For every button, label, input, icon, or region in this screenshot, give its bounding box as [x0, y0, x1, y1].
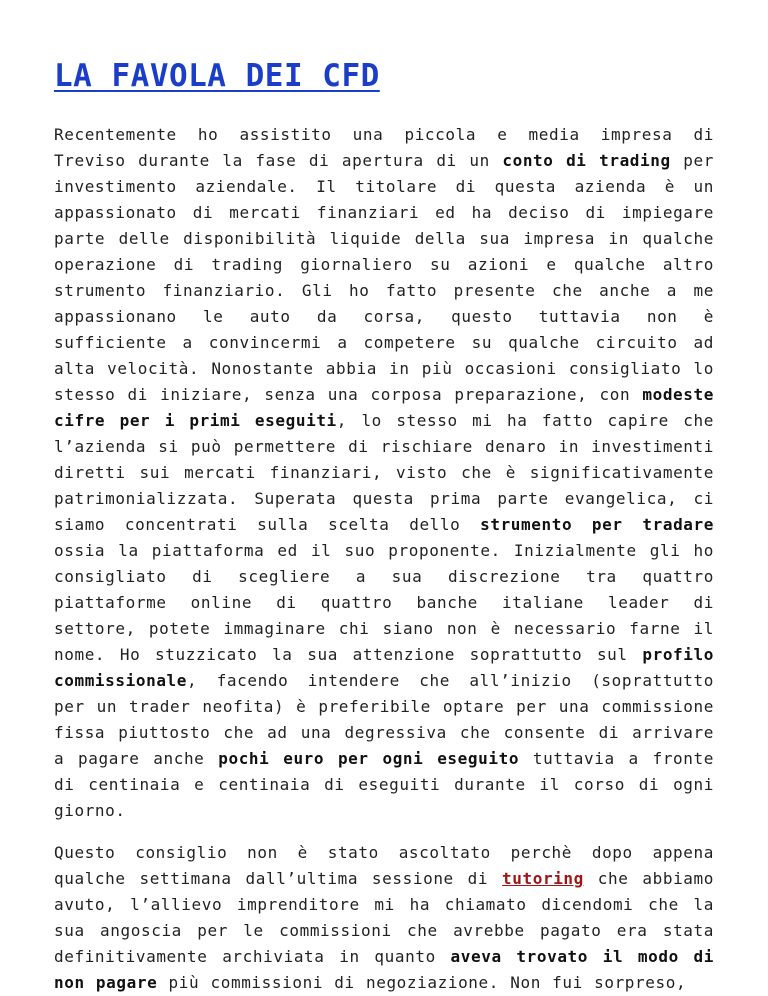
tutoring-link[interactable]: tutoring	[502, 869, 584, 888]
paragraph-1	[54, 122, 714, 824]
p2-text-2: che abbiamo avuto, l’allievo imprenditore mi ha chiamato dicendomi che la sua angoscia per le commissioni che avrebbe pagato era stata definitivamente archiviata in quanto	[54, 869, 714, 966]
p2-text-1: Questo consiglio non è stato ascoltato perchè dopo appena qualche settimana dall’ultima sessione di	[54, 843, 714, 888]
p1-bold-modeste-cifre: modeste cifre per i primi eseguiti	[54, 385, 714, 430]
p1-bold-conto-di-trading: conto di trading	[502, 151, 671, 170]
p1-text-6: tuttavia a fronte di centinaia e centinaia di eseguiti durante il corso di ogni giorno.	[54, 749, 714, 820]
p1-text-5: , facendo intendere che all’inizio (soprattutto per un trader neofita) è preferibile optare per una commissione fissa piuttosto che ad una degressiva che consente di arrivare a pagare anche	[54, 671, 714, 768]
p1-text-2: per investimento aziendale. Il titolare di questa azienda è un appassionato di mercati finanziari ed ha deciso di impiegare parte delle disponibilità liquide della sua impresa in qualche operazione di trading giornaliero su azioni e qualche altro strumento finanziario. Gli ho fatto presente che anche a me appassionano le auto da corsa, questo tuttavia non è sufficiente a convincermi a competere su qualche circuito ad alta velocità. Nonostante abbia in più occasioni consigliato lo stesso di iniziare, senza una corposa preparazione, con	[54, 151, 714, 404]
p1-bold-strumento-per-tradare: strumento per tradare	[480, 515, 714, 534]
p1-text-3: , lo stesso mi ha fatto capire che l’azienda si può permettere di rischiare denaro in investimenti diretti sui mercati finanziari, visto che è significativamente patrimonializzata. Superata questa prima parte evangelica, ci siamo concentrati sulla scelta dello	[54, 411, 714, 534]
p1-bold-pochi-euro: pochi euro per ogni eseguito	[218, 749, 520, 768]
p2-text-3: più commissioni di negoziazione. Non fui sorpreso,	[157, 973, 687, 992]
paragraph-2	[54, 840, 714, 996]
p2-bold-non-pagare: aveva trovato il modo di non pagare	[54, 947, 714, 992]
p1-text-4: ossia la piattaforma ed il suo proponente. Inizialmente gli ho consigliato di scegliere a sua discrezione tra quattro piattaforme online di quattro banche italiane leader di settore, potete immaginare chi siano non è necessario farne il nome. Ho stuzzicato la sua attenzione soprattutto sul	[54, 541, 714, 664]
p1-text-1: Recentemente ho assistito una piccola e media impresa di Treviso durante la fase di apertura di un	[54, 125, 714, 170]
p1-bold-profilo-commissionale: profilo commissionale	[54, 645, 714, 690]
article-title	[54, 54, 714, 98]
article-title-link[interactable]: LA FAVOLA DEI CFD	[54, 58, 380, 94]
